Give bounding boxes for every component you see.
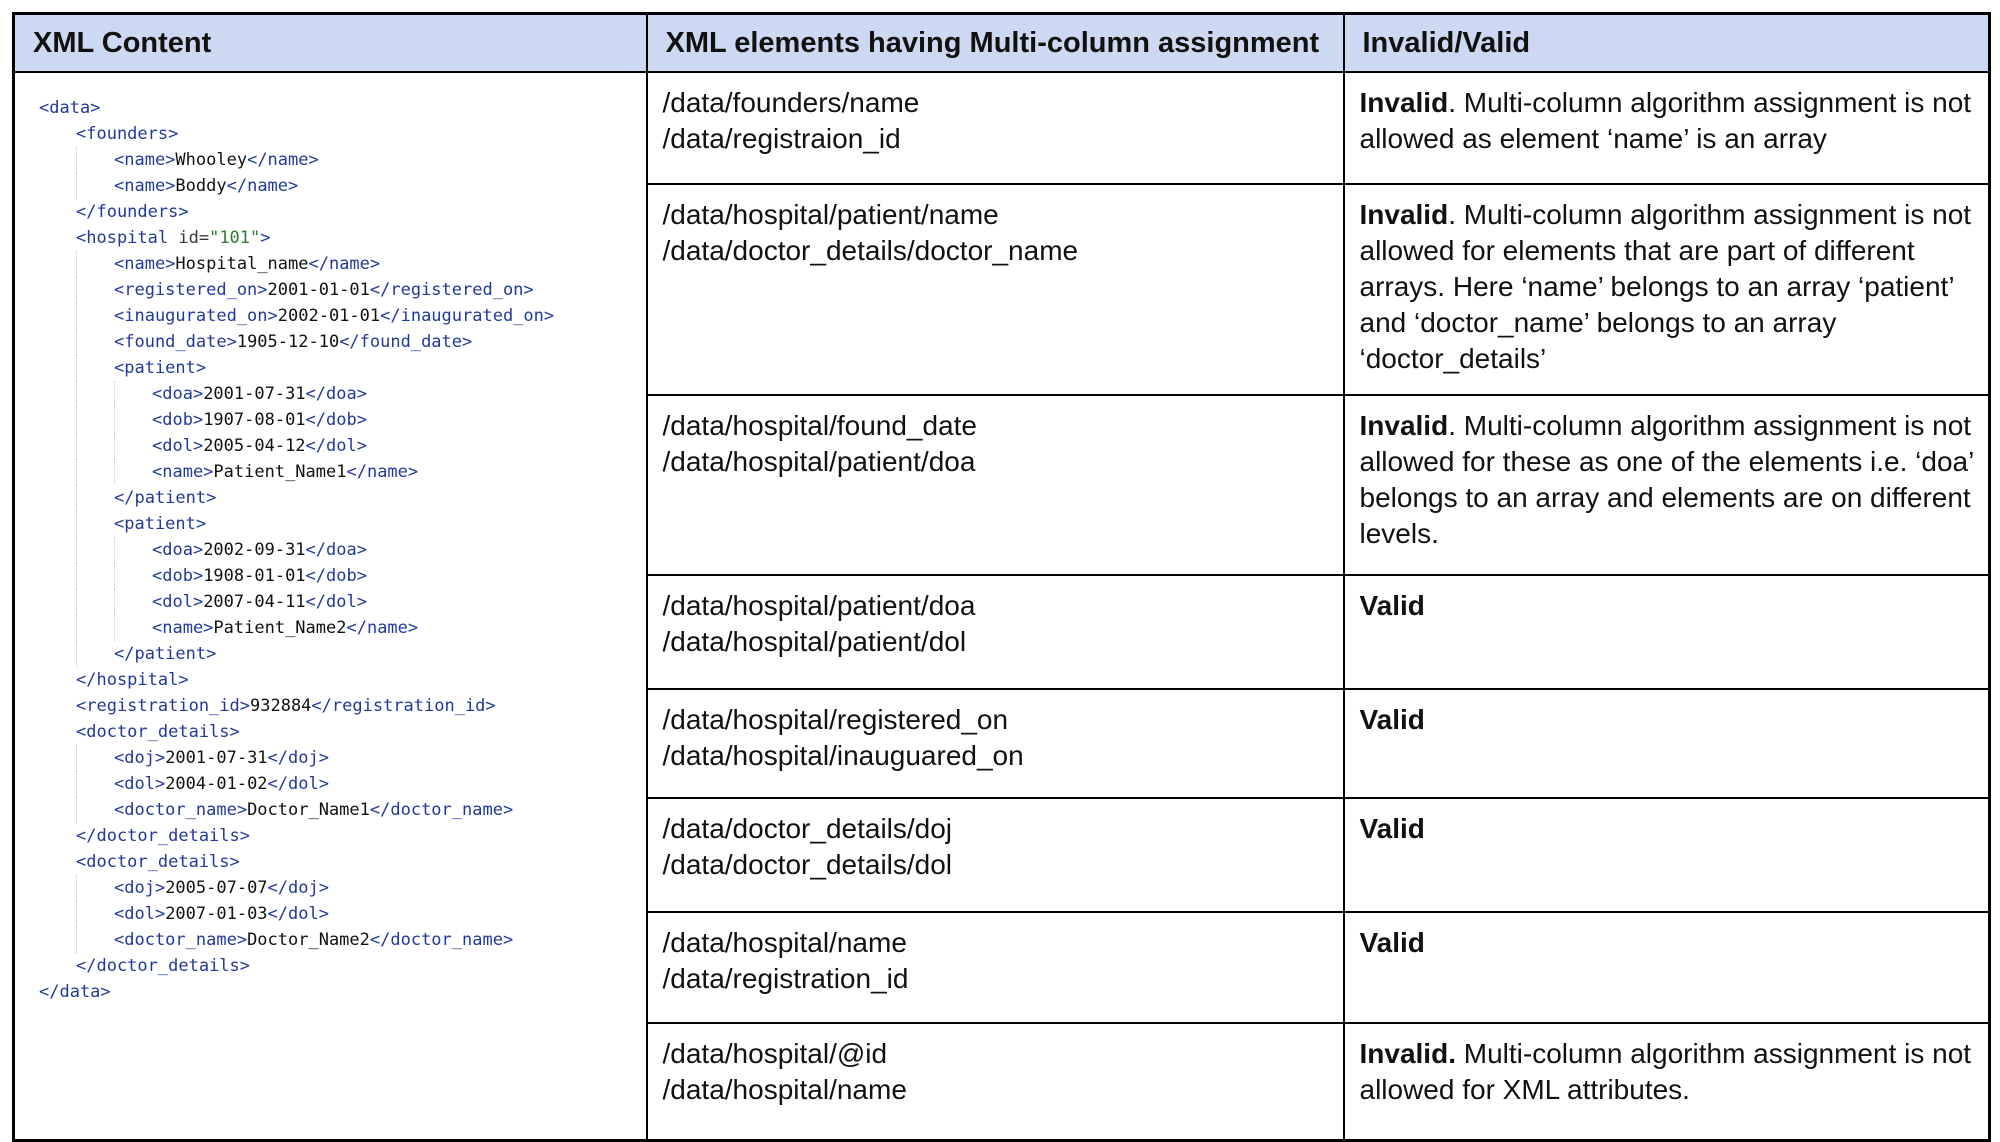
indent-guide: [39, 901, 76, 927]
xml-token-t: <dol>: [114, 774, 166, 794]
indent-guide: [76, 511, 114, 537]
xml-token-x: Whooley: [175, 150, 248, 170]
indent-guide: [39, 849, 76, 875]
verdict-explanation: Multi-column algorithm assignment is not allowed for XML attributes.: [1359, 1038, 1972, 1105]
xml-token-x: 2001-07-31: [203, 384, 306, 404]
indent-guide: [76, 147, 114, 173]
xml-line: [39, 277, 636, 303]
xpath-line: /data/registraion_id: [662, 123, 901, 154]
verdict-explanation: . Multi-column algorithm assignment is not allowed for these as one of the elements i.e. ‘doa’ belongs to an array and elements are on different levels.: [1359, 410, 1974, 549]
xml-token-t: <doctor_name>: [114, 800, 248, 820]
indent-guide: [76, 615, 114, 641]
xml-token-t: </dol>: [305, 592, 367, 612]
xml-line: [39, 199, 636, 225]
xml-token-t: <data>: [39, 98, 101, 118]
xml-token-t: </hospital>: [76, 670, 189, 690]
indent-guide: [39, 329, 76, 355]
xml-token-t: </doa>: [305, 540, 367, 560]
indent-guide: [39, 771, 76, 797]
xpath-line: /data/founders/name: [662, 87, 920, 118]
xml-token-t: <patient>: [114, 514, 207, 534]
xpath-line: /data/hospital/found_date: [662, 410, 977, 441]
xml-token-t: </inaugurated_on>: [380, 306, 555, 326]
xpath-line: /data/hospital/@id: [662, 1038, 888, 1069]
indent-guide: [39, 745, 76, 771]
xml-token-x: 2005-07-07: [165, 878, 268, 898]
xml-line: [39, 901, 636, 927]
indent-guide: [76, 381, 114, 407]
xml-token-t: </patient>: [114, 644, 217, 664]
xml-line: [39, 485, 636, 511]
xml-token-t: <doj>: [114, 748, 166, 768]
indent-guide: [39, 407, 76, 433]
xml-token-x: Doctor_Name2: [247, 930, 370, 950]
xml-code-block: [39, 95, 636, 1005]
xml-line: [39, 875, 636, 901]
header-row: [14, 14, 1990, 73]
indent-guide: [76, 927, 114, 953]
indent-guide: [76, 563, 114, 589]
indent-guide: [76, 329, 114, 355]
xml-token-t: <dol>: [114, 904, 166, 924]
xml-token-t: <doa>: [152, 540, 204, 560]
indent-guide: [114, 615, 152, 641]
xml-content-cell: [14, 72, 647, 1141]
xml-token-t: </doctor_details>: [76, 956, 250, 976]
xml-token-t: <dol>: [152, 592, 204, 612]
indent-guide: [76, 771, 114, 797]
xpath-line: /data/hospital/inauguared_on: [662, 740, 1024, 771]
xml-token-x: 1907-08-01: [203, 410, 306, 430]
xml-token-t: <found_date>: [114, 332, 237, 352]
verdict-label: Valid: [1359, 590, 1425, 621]
xml-token-t: <registration_id>: [76, 696, 250, 716]
xml-token-t: <dol>: [152, 436, 204, 456]
xml-token-x: Patient_Name1: [213, 462, 347, 482]
xml-line: [39, 719, 636, 745]
xml-line: [39, 511, 636, 537]
xml-token-x: Doctor_Name1: [247, 800, 370, 820]
xpath-line: /data/hospital/patient/doa: [662, 446, 976, 477]
xml-line: [39, 147, 636, 173]
xml-token-x: 2007-01-03: [165, 904, 268, 924]
xml-line: [39, 329, 636, 355]
xml-token-x: 2004-01-02: [165, 774, 268, 794]
xpath-line: /data/doctor_details/doctor_name: [662, 235, 1079, 266]
xpath-cell: [647, 395, 1344, 575]
xml-token-t: <dob>: [152, 410, 204, 430]
xml-line: [39, 797, 636, 823]
verdict-label: Invalid: [1359, 199, 1449, 230]
xml-line: [39, 615, 636, 641]
xml-line: [39, 771, 636, 797]
xml-token-t: </name>: [308, 254, 381, 274]
xml-line: [39, 251, 636, 277]
indent-guide: [76, 537, 114, 563]
xml-token-x: 932884: [250, 696, 312, 716]
xml-token-t: </found_date>: [339, 332, 473, 352]
xpath-cell: [647, 184, 1344, 395]
xml-token-t: <name>: [152, 618, 214, 638]
indent-guide: [39, 147, 76, 173]
xml-token-x: 2005-04-12: [203, 436, 306, 456]
indent-guide: [76, 745, 114, 771]
indent-guide: [39, 433, 76, 459]
xml-line: [39, 849, 636, 875]
xpath-cell: [647, 1023, 1344, 1141]
indent-guide: [76, 173, 114, 199]
xml-line: [39, 563, 636, 589]
indent-guide: [39, 277, 76, 303]
xml-token-x: 2001-01-01: [267, 280, 370, 300]
verdict-label: Invalid: [1359, 410, 1449, 441]
xml-token-t: </doctor_details>: [76, 826, 250, 846]
indent-guide: [114, 537, 152, 563]
xml-line: [39, 589, 636, 615]
indent-guide: [76, 901, 114, 927]
xml-token-x: Boddy: [175, 176, 227, 196]
xml-token-t: </dob>: [305, 566, 367, 586]
xpath-line: /data/hospital/registered_on: [662, 704, 1009, 735]
indent-guide: [39, 485, 76, 511]
xml-line: [39, 459, 636, 485]
indent-guide: [39, 173, 76, 199]
xml-line: [39, 173, 636, 199]
xpath-line: /data/hospital/patient/dol: [662, 626, 967, 657]
xml-token-t: <registered_on>: [114, 280, 268, 300]
xml-token-x: 2002-09-31: [203, 540, 306, 560]
xml-line: [39, 537, 636, 563]
indent-guide: [39, 251, 76, 277]
validation-table: [12, 12, 1991, 1142]
indent-guide: [114, 589, 152, 615]
xml-token-t: </name>: [247, 150, 319, 170]
xml-token-x: 2001-07-31: [165, 748, 268, 768]
verdict-cell: [1344, 912, 1990, 1023]
xml-line: [39, 121, 636, 147]
xml-line: [39, 95, 636, 121]
xml-line: [39, 745, 636, 771]
xpath-line: /data/hospital/name: [662, 927, 907, 958]
xml-token-t: </registered_on>: [369, 280, 534, 300]
indent-guide: [76, 433, 114, 459]
xml-token-t: </doa>: [305, 384, 367, 404]
column-header-xml-content: XML Content: [14, 14, 647, 73]
indent-guide: [114, 407, 152, 433]
xpath-cell: [647, 912, 1344, 1023]
xml-line: [39, 225, 636, 251]
xml-token-t: <name>: [114, 150, 176, 170]
verdict-label: Invalid.: [1359, 1038, 1456, 1069]
verdict-cell: [1344, 72, 1990, 184]
xml-token-a: id=: [168, 228, 210, 248]
xpath-line: /data/doctor_details/dol: [662, 849, 953, 880]
indent-guide: [76, 485, 114, 511]
indent-guide: [39, 823, 76, 849]
xml-line: [39, 667, 636, 693]
indent-guide: [39, 121, 76, 147]
indent-guide: [39, 381, 76, 407]
xml-token-t: <patient>: [114, 358, 207, 378]
xml-token-t: </name>: [226, 176, 299, 196]
xml-token-t: </registration_id>: [311, 696, 496, 716]
indent-guide: [76, 277, 114, 303]
verdict-cell: [1344, 689, 1990, 798]
xml-line: [39, 823, 636, 849]
verdict-cell: [1344, 575, 1990, 689]
xpath-line: /data/hospital/patient/doa: [662, 590, 976, 621]
verdict-cell: [1344, 395, 1990, 575]
xml-token-t: <hospital: [76, 228, 169, 248]
xml-token-x: 2007-04-11: [203, 592, 306, 612]
xml-token-t: >: [260, 228, 271, 248]
xml-token-t: <founders>: [76, 124, 179, 144]
verdict-label: Valid: [1359, 813, 1425, 844]
verdict-explanation: . Multi-column algorithm assignment is not allowed for elements that are part of different arrays. Here ‘name’ belongs to an array ‘patient’ and ‘doctor_name’ belongs to an array ‘doctor_details’: [1359, 199, 1972, 374]
xml-token-t: <name>: [114, 254, 176, 274]
xml-line: [39, 407, 636, 433]
xml-token-x: 1905-12-10: [236, 332, 340, 352]
xml-token-x: Hospital_name: [175, 254, 309, 274]
xpath-cell: [647, 689, 1344, 798]
xml-token-t: <doctor_name>: [114, 930, 248, 950]
xml-token-t: <doa>: [152, 384, 204, 404]
xml-line: [39, 381, 636, 407]
validation-table-container: [12, 12, 1988, 1105]
indent-guide: [76, 355, 114, 381]
verdict-explanation: . Multi-column algorithm assignment is not allowed as element ‘name’ is an array: [1359, 87, 1972, 154]
indent-guide: [39, 953, 76, 979]
indent-guide: [76, 641, 114, 667]
xpath-line: /data/hospital/name: [662, 1074, 907, 1105]
indent-guide: [39, 355, 76, 381]
xml-line: [39, 641, 636, 667]
indent-guide: [39, 875, 76, 901]
xml-token-t: <doctor_details>: [76, 852, 240, 872]
xml-token-t: </doctor_name>: [369, 930, 514, 950]
verdict-cell: [1344, 798, 1990, 912]
xml-line: [39, 693, 636, 719]
xml-token-t: <doctor_details>: [76, 722, 240, 742]
xpath-line: /data/hospital/patient/name: [662, 199, 999, 230]
verdict-label: Invalid: [1359, 87, 1449, 118]
xml-token-x: 2002-01-01: [277, 306, 381, 326]
verdict-cell: [1344, 1023, 1990, 1141]
indent-guide: [39, 563, 76, 589]
indent-guide: [39, 667, 76, 693]
indent-guide: [76, 797, 114, 823]
column-header-invalid-valid: Invalid/Valid: [1344, 14, 1990, 73]
indent-guide: [39, 459, 76, 485]
indent-guide: [39, 199, 76, 225]
verdict-cell: [1344, 184, 1990, 395]
indent-guide: [39, 693, 76, 719]
indent-guide: [76, 459, 114, 485]
xpath-line: /data/doctor_details/doj: [662, 813, 953, 844]
indent-guide: [39, 303, 76, 329]
indent-guide: [39, 537, 76, 563]
xml-token-t: </doctor_name>: [369, 800, 514, 820]
xpath-cell: [647, 575, 1344, 689]
xml-line: [39, 355, 636, 381]
xml-token-t: <inaugurated_on>: [114, 306, 278, 326]
indent-guide: [39, 225, 76, 251]
xml-token-t: </dol>: [267, 904, 329, 924]
xml-token-t: </dol>: [305, 436, 367, 456]
xml-token-t: </data>: [39, 982, 111, 1002]
verdict-label: Valid: [1359, 927, 1425, 958]
indent-guide: [76, 407, 114, 433]
xml-token-t: </name>: [346, 462, 419, 482]
indent-guide: [114, 459, 152, 485]
indent-guide: [39, 641, 76, 667]
xml-token-t: </dob>: [305, 410, 367, 430]
xml-token-x: Patient_Name2: [213, 618, 347, 638]
indent-guide: [39, 927, 76, 953]
xml-token-t: </doj>: [267, 878, 329, 898]
xml-line: [39, 303, 636, 329]
xml-token-t: </patient>: [114, 488, 217, 508]
indent-guide: [76, 251, 114, 277]
indent-guide: [76, 303, 114, 329]
xml-token-t: <name>: [152, 462, 214, 482]
xml-line: [39, 433, 636, 459]
indent-guide: [76, 589, 114, 615]
indent-guide: [39, 589, 76, 615]
xml-token-t: <doj>: [114, 878, 166, 898]
xpath-cell: [647, 798, 1344, 912]
xml-token-v: "101": [209, 228, 261, 248]
xml-line: [39, 953, 636, 979]
table-row: [14, 72, 1990, 184]
xpath-line: /data/registration_id: [662, 963, 909, 994]
verdict-label: Valid: [1359, 704, 1425, 735]
xpath-cell: [647, 72, 1344, 184]
indent-guide: [39, 719, 76, 745]
indent-guide: [114, 433, 152, 459]
column-header-multi-column-elements: XML elements having Multi-column assignment: [647, 14, 1344, 73]
xml-token-x: 1908-01-01: [203, 566, 306, 586]
indent-guide: [39, 511, 76, 537]
xml-line: [39, 979, 636, 1005]
xml-line: [39, 927, 636, 953]
xml-token-t: </founders>: [76, 202, 189, 222]
xml-token-t: <name>: [114, 176, 176, 196]
indent-guide: [114, 563, 152, 589]
indent-guide: [114, 381, 152, 407]
xml-token-t: </dol>: [267, 774, 329, 794]
indent-guide: [39, 797, 76, 823]
xml-token-t: </doj>: [267, 748, 329, 768]
indent-guide: [39, 615, 76, 641]
xml-token-t: </name>: [346, 618, 419, 638]
indent-guide: [76, 875, 114, 901]
xml-token-t: <dob>: [152, 566, 204, 586]
